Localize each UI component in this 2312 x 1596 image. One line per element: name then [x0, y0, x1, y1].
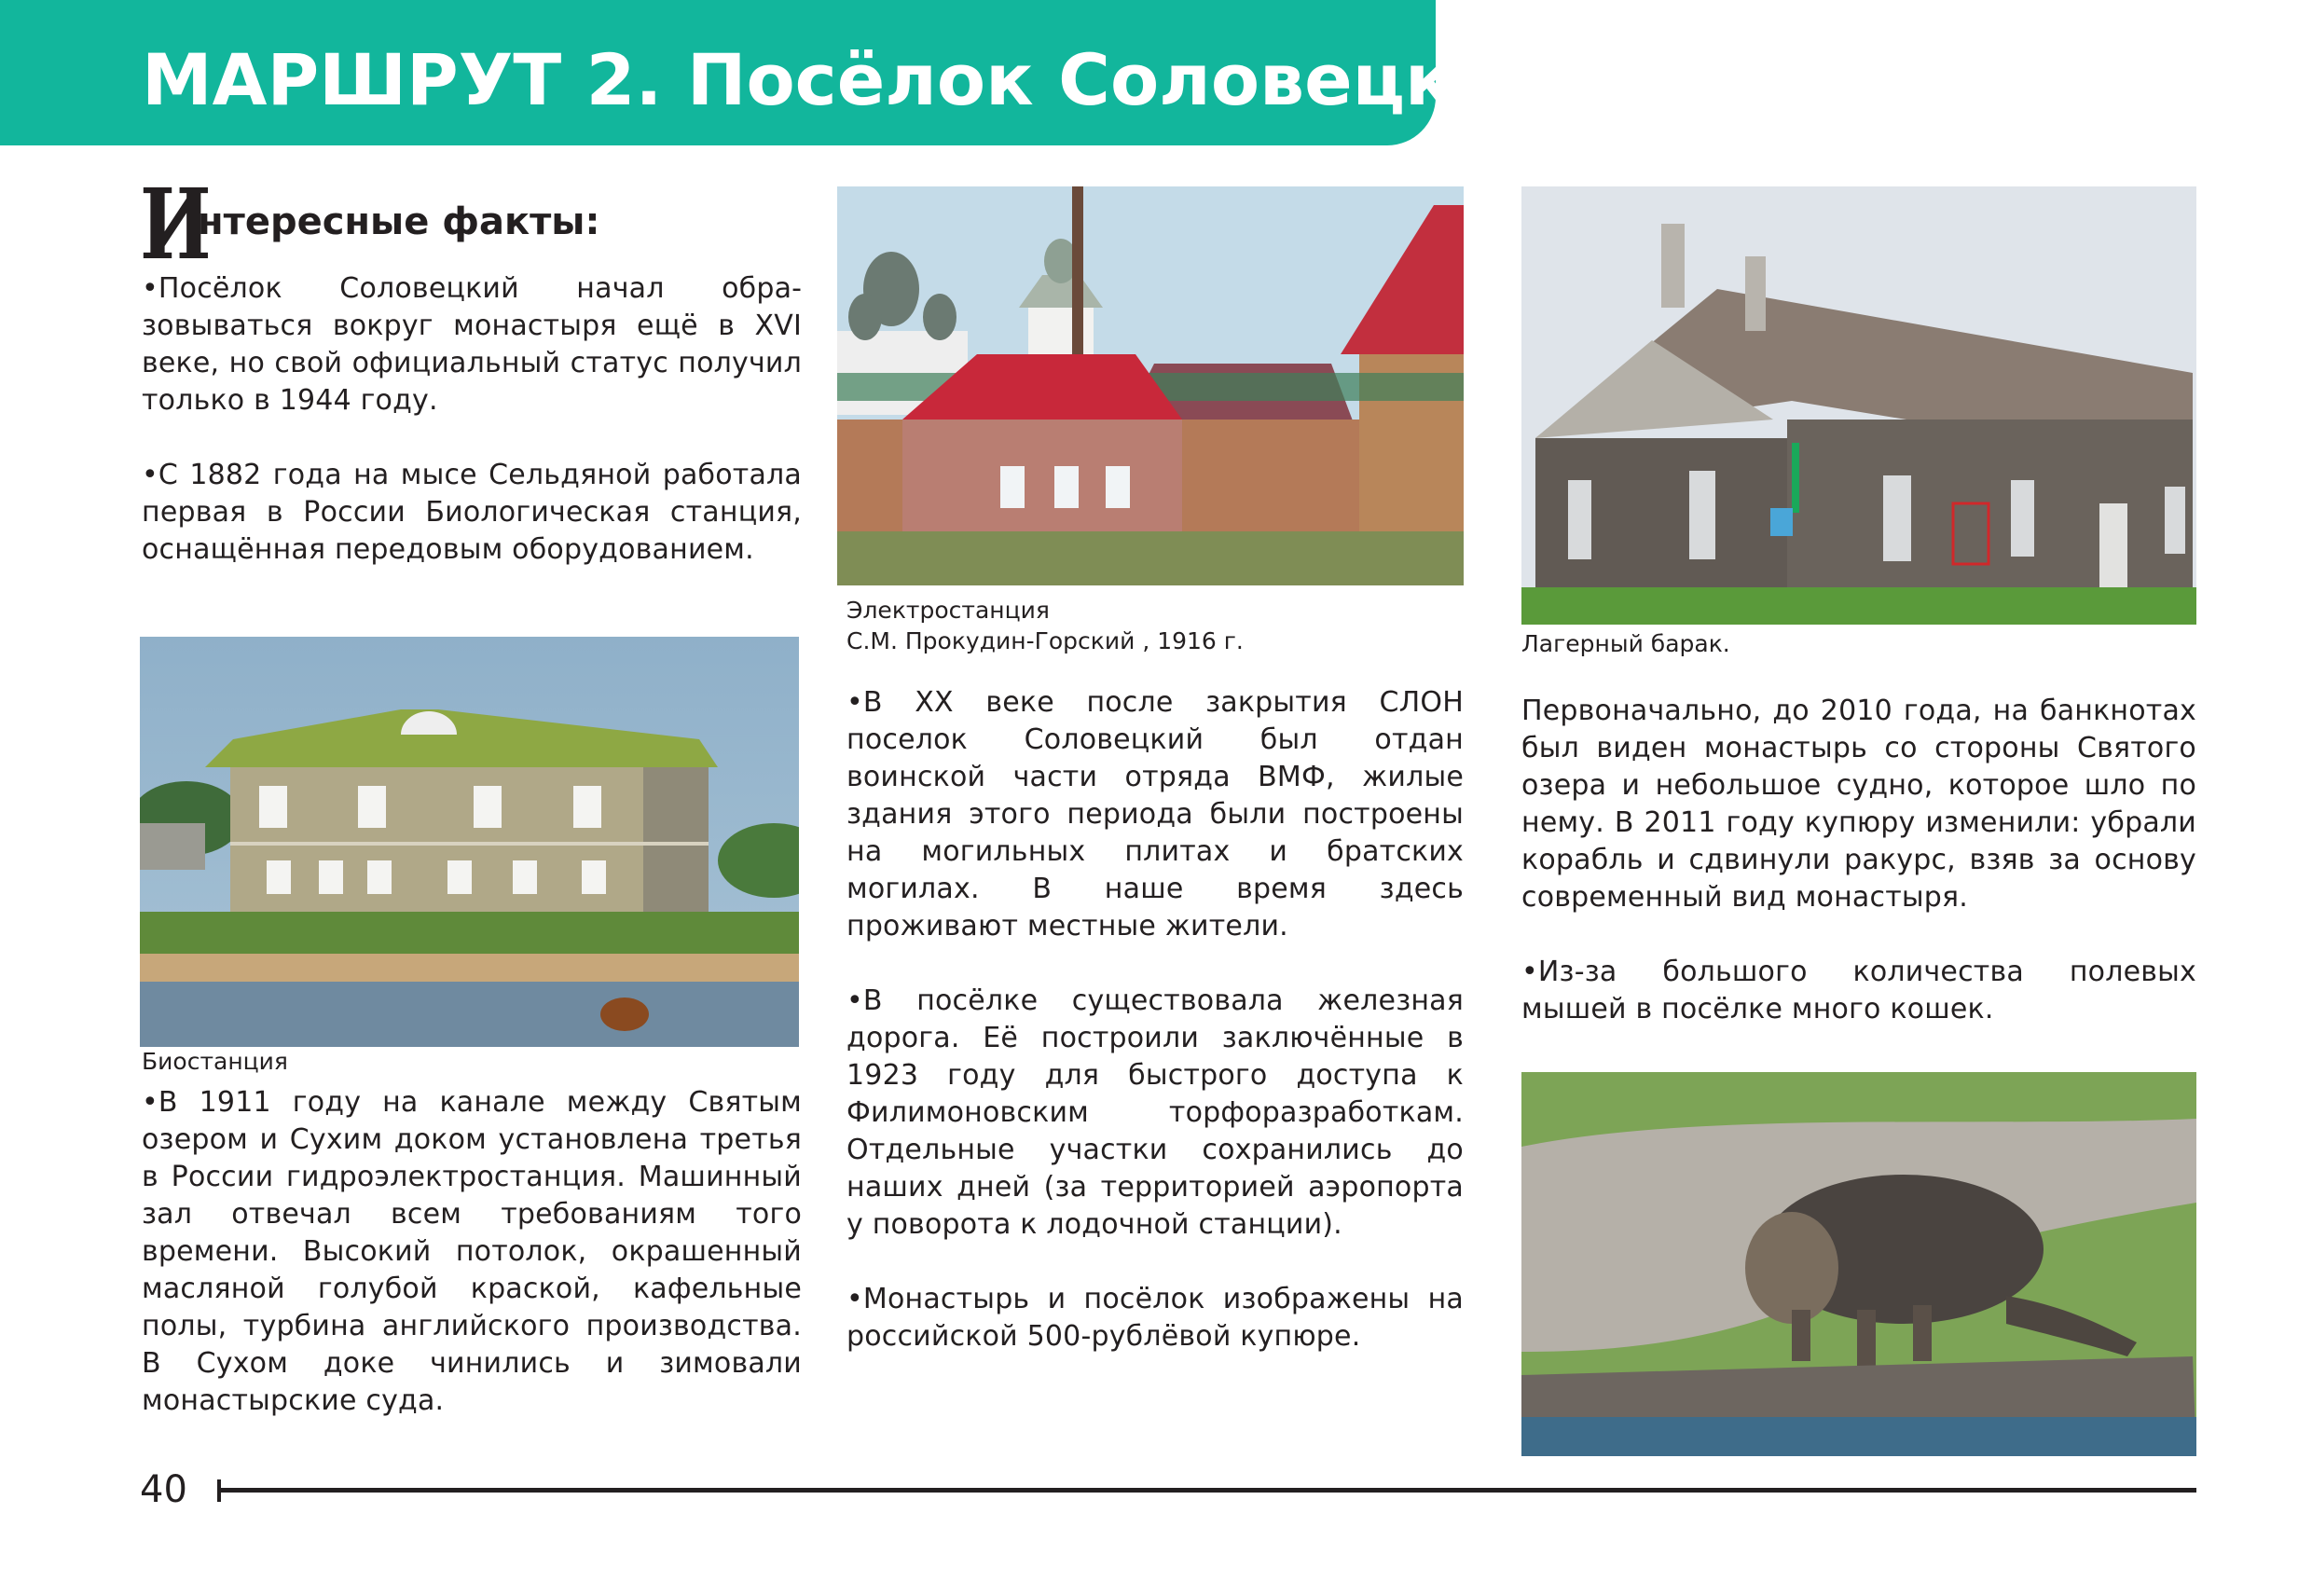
- barracks-image-icon: [1521, 186, 2196, 625]
- fact-paragraph: •Посёлок Соловецкий начал образовываться вокруг монастыря ещё в XVI веке, но свой официальный статус получил только в 1944 году.: [142, 272, 802, 417]
- column-1-after-photo: [142, 1046, 802, 1420]
- page-title: МАРШРУТ 2. Посёлок Соловецкий: [142, 38, 1553, 121]
- biostation-image-icon: [140, 637, 799, 1047]
- photo-caption-line2: С.М. Прокудин-Горский , 1916 г.: [846, 627, 1244, 654]
- drop-cap: И: [140, 167, 212, 282]
- column-1-intro: [142, 270, 802, 569]
- column-2: [846, 595, 1464, 1355]
- photo-power-station: [837, 186, 1464, 585]
- photo-caption-line1: Электростанция: [846, 597, 1050, 624]
- photo-biostation: [140, 637, 799, 1047]
- power-station-image-icon: [837, 186, 1464, 585]
- page-number: 40: [140, 1468, 187, 1511]
- fact-paragraph: •В 1911 году на канале между Святым озером и Сухим доком установлена третья в России гидроэлектростанция. Машинный зал отвечал всем требованиям того времени. Высокий потолок, окрашенный масляной голубой краской, кафельные полы, турбина английского производства. В Сухом доке чинились и зимовали монастырские суда.: [142, 1086, 802, 1417]
- section-heading-text: нтересные факты:: [198, 200, 600, 243]
- section-heading: [140, 167, 600, 282]
- fact-paragraph: •С 1882 года на мысе Сельдяной работала первая в России Биологическая станция, оснащённая передовым оборудованием.: [142, 459, 802, 566]
- fact-paragraph: •Из-за большого количества полевых мышей в посёлке много кошек.: [1521, 956, 2196, 1025]
- title-banner: [0, 0, 1553, 145]
- fact-paragraph: Первоначально, до 2010 года, на банкнотах был виден монастырь со стороны Святого озера и небольшое судно, которое шло по нему. В 2011 году купюру изменили: убрали корабль и сдвинули ракурс, взяв за основу современный вид монастыря.: [1521, 695, 2196, 914]
- photo-caption: Биостанция: [142, 1048, 288, 1075]
- photo-camp-barracks: [1521, 186, 2196, 625]
- column-3: [1521, 628, 2196, 1028]
- photo-caption: Лагерный барак.: [1521, 630, 1730, 657]
- photo-cat: [1521, 1072, 2196, 1456]
- fact-paragraph: •В посёлке существовала железная дорога. Её построили заключённые в 1923 году для быстрого доступа к Филимоновским торфоразработкам. Отдельные участки сохранились до наших дней (за территорией аэропорта у поворота к лодочной станции).: [846, 984, 1464, 1241]
- fact-paragraph: •В XX веке после закрытия СЛОН поселок Соловецкий был отдан воинской части отряда ВМФ, жилые здания этого периода были построены на могильных плитах и братских могилах. В наше время здесь проживают местные жители.: [846, 686, 1464, 942]
- cat-image-icon: [1521, 1072, 2196, 1456]
- footer-rule: [220, 1488, 2196, 1493]
- fact-paragraph: •Монастырь и посёлок изображены на российской 500-рублёвой купюре.: [846, 1283, 1464, 1353]
